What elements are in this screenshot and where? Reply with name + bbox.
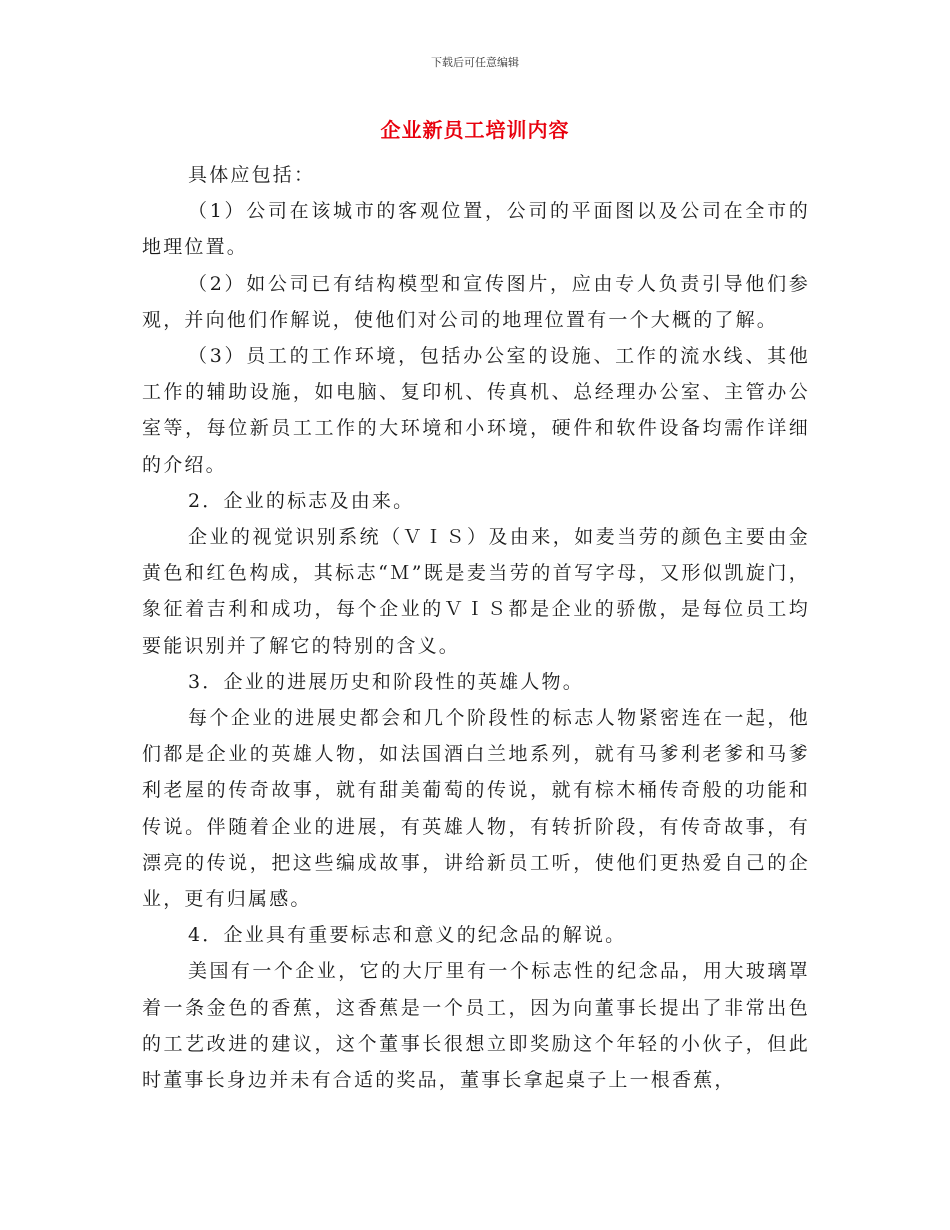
paragraph-souvenir: 美国有一个企业，它的大厅里有一个标志性的纪念品，用大玻璃罩着一条金色的香蕉，这香蕉是一个员工，因为向董事长提出了非常出色的工艺改进的建议，这个董事长很想立即奖励这个年轻的小伙子，但此时董事长身边并未有合适的奖品，董事长拿起桌子上一根香蕉， [142,960,810,1092]
heading-logo: 2．企业的标志及由来。 [188,489,415,512]
paragraph-model: （2）如公司已有结构模型和宣传图片，应由专人负责引导他们参观，并向他们作解说，使他们对公司的地理位置有一个大概的了解。 [142,272,810,331]
paragraph-location: （1）公司在该城市的客观位置，公司的平面图以及公司在全市的地理位置。 [142,200,810,259]
paragraph-history: 每个企业的进展史都会和几个阶段性的标志人物紧密连在一起，他们都是企业的英雄人物，如法国酒白兰地系列，就有马爹利老爹和马爹利老屋的传奇故事，就有甜美葡萄的传说，就有棕木桶传奇般的功能和传说。伴随着企业的进展，有英雄人物，有转折阶段，有传奇故事，有漂亮的传说，把这些编成故事，讲给新员工听，使他们更热爱自己的企业，更有归属感。 [142,707,810,911]
page-header-note: 下载后可任意编辑 [431,56,519,69]
heading-history: 3．企业的进展历史和阶段性的英雄人物。 [188,670,584,693]
paragraph-vis: 企业的视觉识别系统（ＶＩＳ）及由来，如麦当劳的颜色主要由金黄色和红色构成，其标志“Ｍ”既是麦当劳的首写字母，又形似凯旋门，象征着吉利和成功，每个企业的ＶＩＳ都是企业的骄傲，是每位员工均要能识别并了解它的特别的含义。 [142,526,810,657]
heading-souvenir: 4．企业具有重要标志和意义的纪念品的解说。 [188,924,627,947]
paragraph-intro: 具体应包括： [188,164,316,186]
document-title: 企业新员工培训内容 [380,118,570,142]
document-body [142,157,810,1098]
paragraph-environment: （3）员工的工作环境，包括办公室的设施、工作的流水线、其他工作的辅助设施，如电脑、复印机、传真机、总经理办公室、主管办公室等，每位新员工工作的大环境和小环境，硬件和软件设备均需作详细的介绍。 [142,345,810,476]
